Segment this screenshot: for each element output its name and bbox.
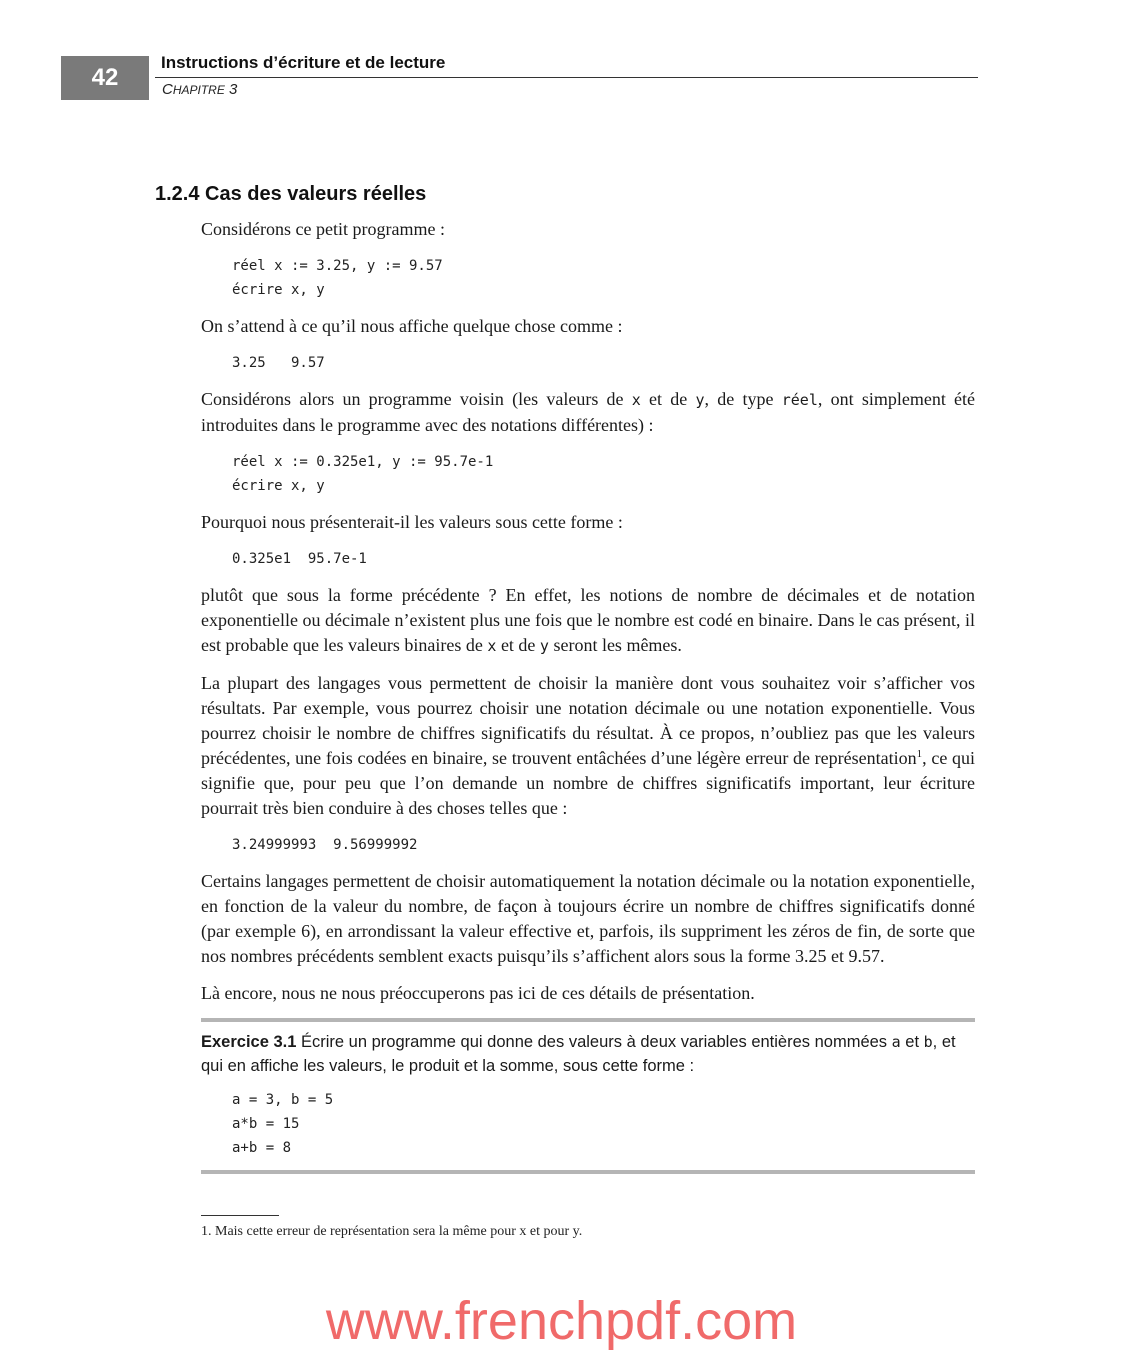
chapter-word: HAPITRE: [172, 83, 225, 97]
output-block-1: 3.25 9.57: [232, 355, 325, 371]
body-content: [201, 217, 975, 1174]
paragraph-intro: Considérons ce petit programme :: [201, 219, 445, 239]
paragraph-expect: On s’attend à ce qu’il nous affiche quelque chose comme :: [201, 316, 623, 336]
watermark-link[interactable]: www.frenchpdf.com: [325, 1291, 798, 1351]
running-header-title: Instructions d’écriture et de lecture: [161, 53, 446, 72]
section-heading: 1.2.4 Cas des valeurs réelles: [155, 183, 427, 205]
exercise-code: a = 3, b = 5 a*b = 15 a+b = 8: [232, 1092, 334, 1156]
code-block-2: réel x := 0.325e1, y := 95.7e-1 écrire x, y: [232, 454, 494, 494]
running-header-chapter: [162, 81, 237, 98]
page-number: 42: [61, 56, 149, 100]
exercise-statement: Exercice 3.1 Écrire un programme qui donne des valeurs à deux variables entières nommées a et b, et qui en affiche les valeurs, le produit et la somme, sous cette forme :: [201, 1033, 956, 1075]
paragraph-automatic: Certains langages permettent de choisir automatiquement la notation décimale ou la notation exponentielle, en fonction de la valeur du nombre, de façon à toujours écrire un nombre de chiffres significatifs donné (par exemple 6), en arrondissant la valeur effective et, parfois, ils suppriment les zéros de fin, de sorte que nos nombres précédents semblent exacts puisqu’ils s’affichent alors sous la forme 3.25 et 9.57.: [201, 871, 975, 966]
footnote-rule: [201, 1215, 279, 1216]
header-rule: [155, 77, 978, 78]
chapter-number: 3: [229, 81, 238, 98]
paragraph-conclusion: Là encore, nous ne nous préoccuperons pas ici de ces détails de présentation.: [201, 983, 755, 1003]
paragraph-languages: La plupart des langages vous permettent de choisir la manière dont vous souhaitez voir s’afficher vos résultats. Par exemple, vous pourrez choisir une notation décimale ou une notation exponentielle. Vous pourrez choisir le nombre de chiffres significatifs du résultat. À ce propos, n’oubliez pas que les valeurs précédentes, une fois codées en binaire, se trouvent entâchées d’une légère erreur de représentation$^1$, ce qui signifie que, pour peu que l’on demande un nombre de chiffres significatifs important, leur écriture pourrait très bien conduire à des choses telles que :: [201, 673, 976, 818]
paragraph-neighbor-program: Considérons alors un programme voisin (les valeurs de x et de y, de type réel, ont simplement été introduites dans le programme avec des notations différentes) :: [201, 389, 976, 435]
chapter-initial: C: [162, 81, 173, 98]
output-block-3: 3.24999993 9.56999992: [232, 837, 418, 853]
exercise-box: [201, 1018, 975, 1174]
footnote: 1. Mais cette erreur de représentation sera la même pour x et pour y.: [201, 1224, 583, 1239]
paragraph-why: Pourquoi nous présenterait-il les valeurs sous cette forme :: [201, 512, 623, 532]
exercise-label: Exercice 3.1: [201, 1033, 297, 1051]
footnote-marker: 1: [916, 748, 923, 760]
output-block-2: 0.325e1 95.7e-1: [232, 551, 367, 567]
code-block-1: réel x := 3.25, y := 9.57 écrire x, y: [232, 258, 443, 298]
paragraph-binary: plutôt que sous la forme précédente ? En effet, les notions de nombre de décimales et de notation exponentielle ou décimale n’existent plus une fois que le nombre est codé en binaire. Dans le cas présent, il est probable que les valeurs binaires de x et de y seront les mêmes.: [201, 585, 975, 655]
